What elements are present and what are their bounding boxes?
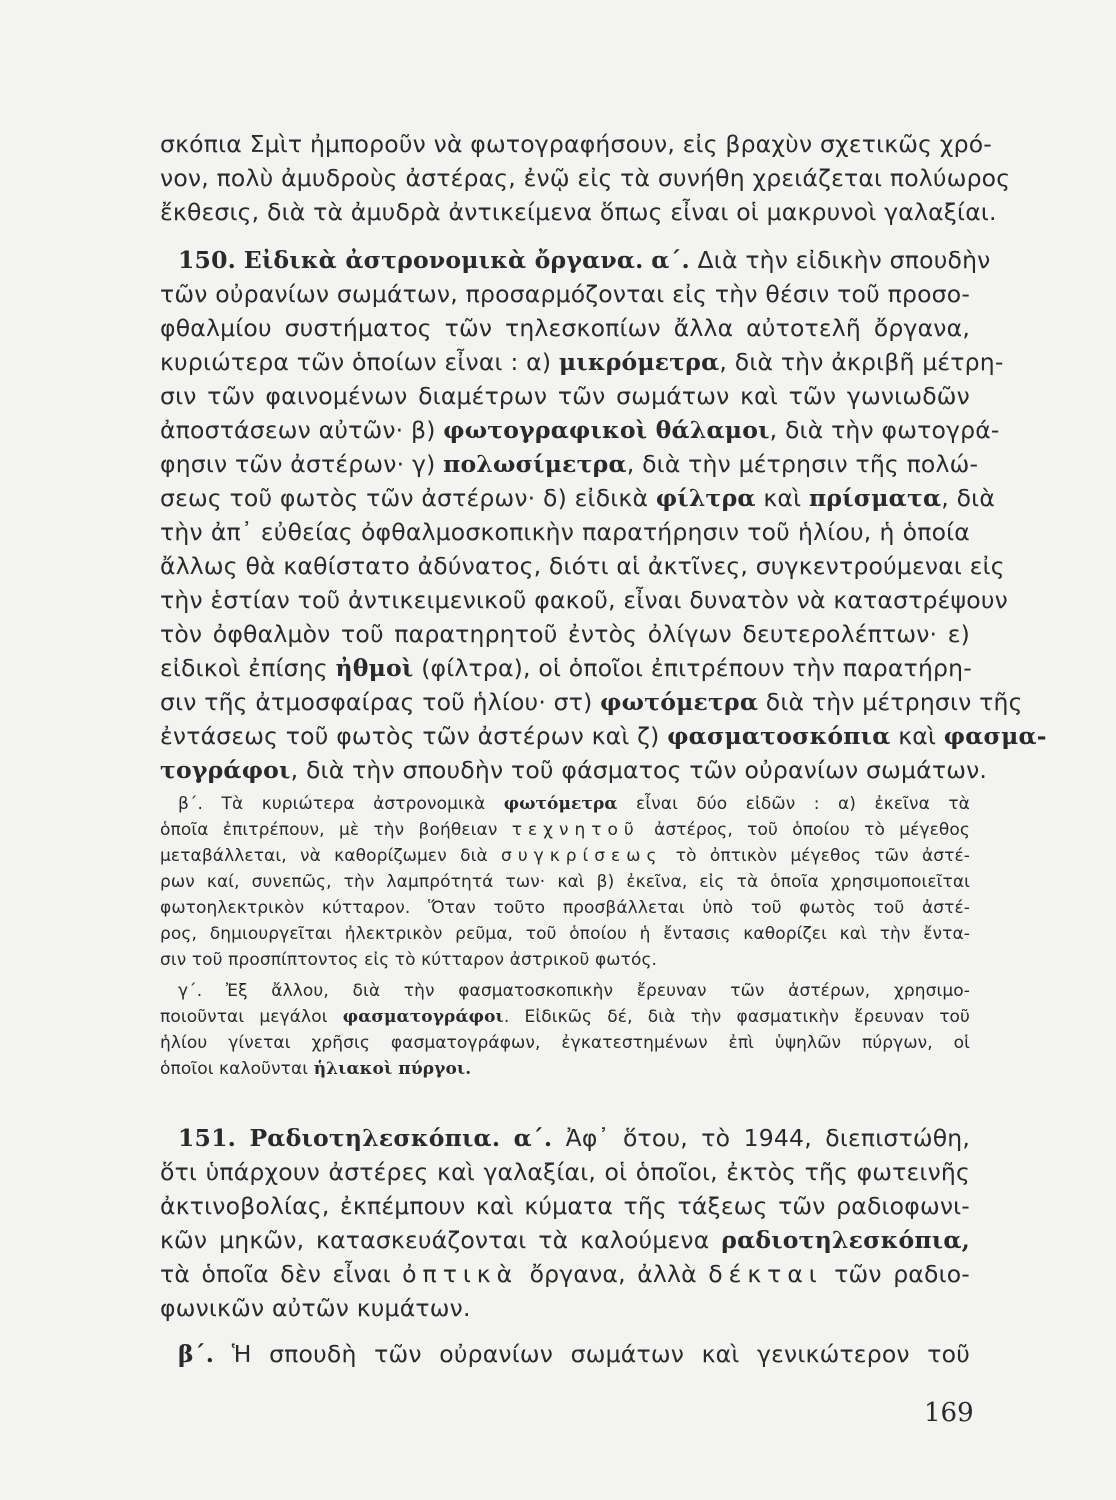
bold-term: φωτόμετρα xyxy=(503,794,618,814)
bold-term: φωτογραφικοὶ θάλαμοι xyxy=(443,416,770,444)
text-line: β΄. Ἡ σπουδὴ τῶν οὐρανίων σωμάτων καὶ γενικώτερον τοῦ xyxy=(178,1340,971,1368)
text-line: σκόπια Σμὶτ ἠμποροῦν νὰ φωτογραφήσουν, εἰς βραχὺν σχετικῶς χρό- xyxy=(160,130,992,158)
text-line: ἄλλως θὰ καθίστατο ἀδύνατος, διότι αἱ ἀκτῖνες, συγκεντρούμεναι εἰς xyxy=(160,552,1005,580)
bold-term: ραδιοτηλεσκόπια, xyxy=(721,1226,970,1254)
spaced-term: τεχνητοῦ xyxy=(511,820,640,840)
small-text-line: ὁποῖα ἐπιτρέπουν, μὲ τὴν βοήθειαν τεχνητοῦ ἀστέρος, τοῦ ὁποίου τὸ μέγεθος xyxy=(160,820,970,840)
bold-term: φασμα- xyxy=(943,722,1047,750)
bold-term: ἡλιακοὶ πύργοι. xyxy=(313,1059,472,1079)
text-line: φησιν τῶν ἀστέρων· γ) πολωσίμετρα, διὰ τὴν μέτρησιν τῆς πολώ- xyxy=(160,450,979,478)
small-text-line: γ΄. Ἐξ ἄλλου, διὰ τὴν φασματοσκοπικὴν ἔρευναν τῶν ἀστέρων, χρησιμο- xyxy=(178,981,970,1001)
bold-term: φωτόμετρα xyxy=(600,688,759,716)
text-line: νον, πολὺ ἀμυδροὺς ἀστέρας, ἐνῷ εἰς τὰ συνήθη χρειάζεται πολύωρος xyxy=(160,164,1011,192)
text-line: κυριώτερα τῶν ὁποίων εἶναι : α) μικρόμετρα, διὰ τὴν ἀκριβῆ μέτρη- xyxy=(160,348,1004,376)
subsection-marker: γ΄. xyxy=(178,981,203,1001)
bold-term: ἠθμοὶ xyxy=(335,654,414,682)
bold-term: φίλτρα xyxy=(655,484,756,512)
section-number: 151. xyxy=(178,1124,237,1152)
text-line: ἀκτινοβολίας, ἐκπέμπουν καὶ κύματα τῆς τάξεως τῶν ραδιοφωνι- xyxy=(160,1192,970,1220)
text-line: φθαλμίου συστήματος τῶν τηλεσκοπίων ἄλλα αὐτοτελῆ ὄργανα, xyxy=(160,314,970,342)
text-line: ἐντάσεως τοῦ φωτὸς τῶν ἀστέρων καὶ ζ) φασματοσκόπια καὶ φασμα- xyxy=(160,722,1047,750)
text-line: σεως τοῦ φωτὸς τῶν ἀστέρων· δ) εἰδικὰ φίλτρα καὶ πρίσματα, διὰ xyxy=(160,484,996,512)
bold-term: τογράφοι xyxy=(160,756,291,784)
small-text-line: ρος, δημιουργεῖται ἠλεκτρικὸν ρεῦμα, τοῦ ὁποίου ἡ ἔντασις καθορίζει καὶ τὴν ἔντα- xyxy=(160,924,970,944)
text-line: τὸν ὀφθαλμὸν τοῦ παρατηρητοῦ ἐντὸς ὀλίγων δευτερολέπτων· ε) xyxy=(160,620,970,648)
bold-term: φασματοσκόπια xyxy=(667,722,891,750)
text-line: φωνικῶν αὐτῶν κυμάτων. xyxy=(160,1294,471,1322)
bold-term: πολωσίμετρα xyxy=(443,450,627,478)
text-line: εἰδικοὶ ἐπίσης ἠθμοὶ (φίλτρα), οἱ ὁποῖοι ἐπιτρέπουν τὴν παρατήρη- xyxy=(160,654,972,682)
page-number: 169 xyxy=(924,1398,974,1428)
bold-term: πρίσματα xyxy=(808,484,942,512)
section-title: Ραδιοτηλεσκόπια. xyxy=(249,1124,501,1152)
text-line: ὅτι ὑπάρχουν ἀστέρες καὶ γαλαξίαι, οἱ ὁποῖοι, ἐκτὸς τῆς φωτεινῆς xyxy=(160,1158,970,1186)
text-line: τογράφοι, διὰ τὴν σπουδὴν τοῦ φάσματος τῶν οὐρανίων σωμάτων. xyxy=(160,756,988,784)
small-text-line: ὁποῖοι καλοῦνται ἡλιακοὶ πύργοι. xyxy=(160,1059,472,1079)
spaced-term: δέκται xyxy=(708,1260,823,1288)
text-line: τῶν οὐρανίων σωμάτων, προσαρμόζονται εἰς τὴν θέσιν τοῦ προσο- xyxy=(160,280,970,308)
bold-term: φασματογράφοι xyxy=(342,1007,504,1027)
text-line: ἔκθεσις, διὰ τὰ ἀμυδρὰ ἀντικείμενα ὅπως εἶναι οἱ μακρυνοὶ γαλαξίαι. xyxy=(160,198,997,226)
text-line: ἀποστάσεων αὐτῶν· β) φωτογραφικοὶ θάλαμοι, διὰ τὴν φωτογρά- xyxy=(160,416,1000,444)
section-title: Εἰδικὰ ἀστρονομικὰ ὄργανα. xyxy=(243,246,644,274)
small-text-line: μεταβάλλεται, νὰ καθορίζωμεν διὰ συγκρίσεως τὸ ὀπτικὸν μέγεθος τῶν ἀστέ- xyxy=(160,846,970,866)
small-text-line: ρων καί, συνεπῶς, τὴν λαμπρότητά των· καὶ β) ἐκεῖνα, εἰς τὰ ὁποῖα χρησιμοποιεῖται xyxy=(160,872,970,892)
text-line: κῶν μηκῶν, κατασκευάζονται τὰ καλούμενα ραδιοτηλεσκόπια, xyxy=(160,1226,970,1254)
text-line: σιν τῆς ἀτμοσφαίρας τοῦ ἡλίου· στ) φωτόμετρα διὰ τὴν μέτρησιν τῆς xyxy=(160,688,1023,716)
section-150-heading: 150. Εἰδικὰ ἀστρονομικὰ ὄργανα. α΄. Διὰ τὴν εἰδικὴν σπουδὴν xyxy=(178,246,991,274)
text-line: τὴν ἀπ᾿ εὐθείας ὀφθαλμοσκοπικὴν παρατήρησιν τοῦ ἡλίου, ἡ ὁποία xyxy=(160,518,970,546)
section-number: 150. xyxy=(178,246,237,274)
spaced-term: ὀπτικὰ xyxy=(402,1260,519,1288)
text-line: τὴν ἑστίαν τοῦ ἀντικειμενικοῦ φακοῦ, εἶναι δυνατὸν νὰ καταστρέψουν xyxy=(160,586,1008,614)
section-151-heading: 151. Ραδιοτηλεσκόπια. α΄. Ἀφ᾿ ὅτου, τὸ 1944, διεπιστώθη, xyxy=(178,1124,971,1152)
text-line: τὰ ὁποῖα δὲν εἶναι ὀπτικὰ ὄργανα, ἀλλὰ δέκται τῶν ραδιο- xyxy=(160,1260,970,1288)
bold-term: μικρόμετρα xyxy=(558,348,720,376)
small-text-line: β΄. Τὰ κυριώτερα ἀστρονομικὰ φωτόμετρα εἶναι δύο εἰδῶν : α) ἐκεῖνα τὰ xyxy=(178,794,970,814)
small-text-line: ποιοῦνται μεγάλοι φασματογράφοι. Εἰδικῶς δέ, διὰ τὴν φασματικὴν ἔρευναν τοῦ xyxy=(160,1007,970,1027)
text-line: σιν τῶν φαινομένων διαμέτρων τῶν σωμάτων καὶ τῶν γωνιωδῶν xyxy=(160,382,970,410)
subsection-marker: β΄. xyxy=(178,1340,215,1368)
small-text-line: ἡλίου γίνεται χρῆσις φασματογράφων, ἐγκατεστημένων ἐπὶ ὑψηλῶν πύργων, οἱ xyxy=(160,1033,970,1053)
small-text-line: φωτοηλεκτρικὸν κύτταρον. Ὅταν τοῦτο προσβάλλεται ὑπὸ τοῦ φωτὸς τοῦ ἀστέ- xyxy=(160,898,970,918)
subsection-marker: β΄. xyxy=(178,794,204,814)
small-text-line: σιν τοῦ προσπίπτοντος εἰς τὸ κύτταρον ἀστρικοῦ φωτός. xyxy=(160,950,658,970)
spaced-term: συγκρίσεως xyxy=(501,846,663,866)
